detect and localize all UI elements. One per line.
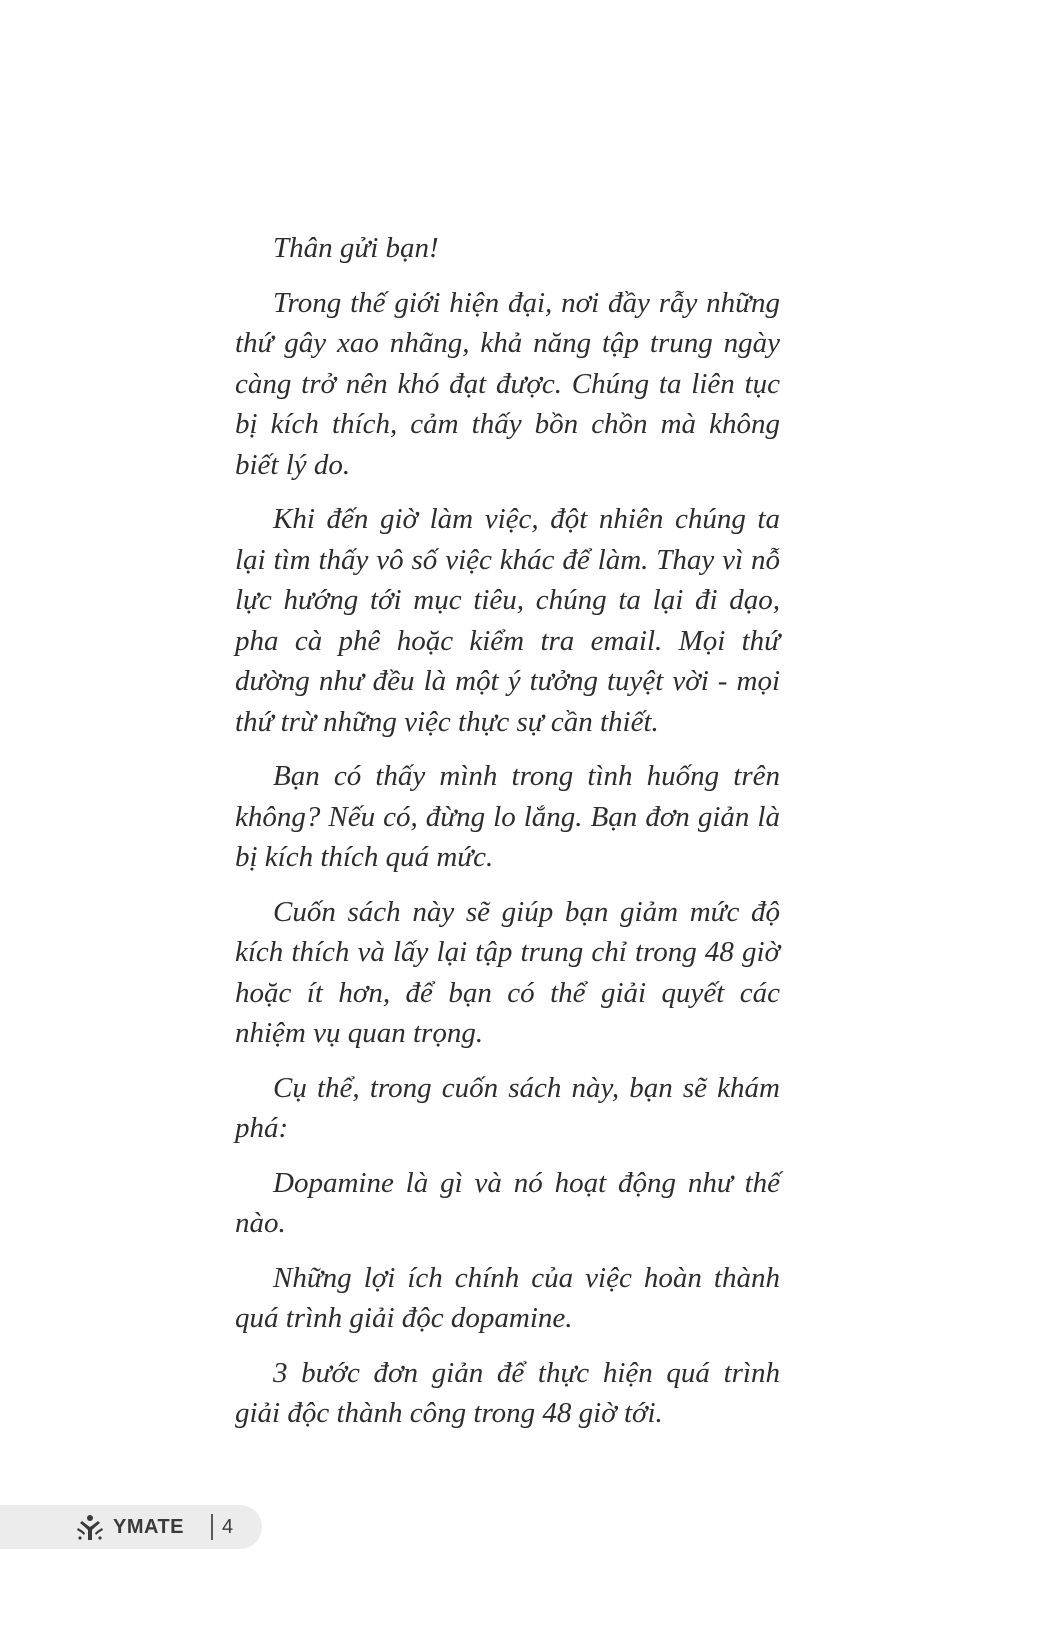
letter-paragraph: Khi đến giờ làm việc, đột nhiên chúng ta lại tìm thấy vô số việc khác để làm. Thay vì nỗ lực hướng tới mục tiêu, chúng ta lại đi dạo, pha cà phê hoặc kiểm tra email. Mọi thứ dường như đều là một ý tưởng tuyệt vời - mọi thứ trừ những việc thực sự cần thiết.	[235, 503, 780, 738]
letter-paragraph: Cuốn sách này sẽ giúp bạn giảm mức độ kích thích và lấy lại tập trung chỉ trong 48 giờ hoặc ít hơn, để bạn có thể giải quyết các nhiệm vụ quan trọng.	[235, 895, 780, 1049]
brand-name: YMATE	[113, 1516, 185, 1538]
letter-paragraph: Cụ thể, trong cuốn sách này, bạn sẽ khám phá:	[235, 1071, 780, 1144]
ymate-logo-icon	[76, 1514, 104, 1542]
page-footer	[0, 1505, 262, 1549]
letter-list-item: Dopamine là gì và nó hoạt động như thế nào.	[235, 1166, 780, 1239]
letter-greeting: Thân gửi bạn!	[273, 232, 439, 264]
letter-paragraph: Bạn có thấy mình trong tình huống trên không? Nếu có, đừng lo lắng. Bạn đơn giản là bị kích thích quá mức.	[235, 760, 780, 873]
letter-body	[235, 228, 780, 1448]
letter-list-item: 3 bước đơn giản để thực hiện quá trình giải độc thành công trong 48 giờ tới.	[235, 1356, 780, 1429]
page-number: 4	[222, 1516, 234, 1538]
letter-paragraph: Trong thế giới hiện đại, nơi đầy rẫy những thứ gây xao nhãng, khả năng tập trung ngày càng trở nên khó đạt được. Chúng ta liên tục bị kích thích, cảm thấy bồn chồn mà không biết lý do.	[235, 286, 780, 481]
letter-list-item: Những lợi ích chính của việc hoàn thành quá trình giải độc dopamine.	[235, 1261, 780, 1334]
footer-divider	[211, 1514, 213, 1540]
